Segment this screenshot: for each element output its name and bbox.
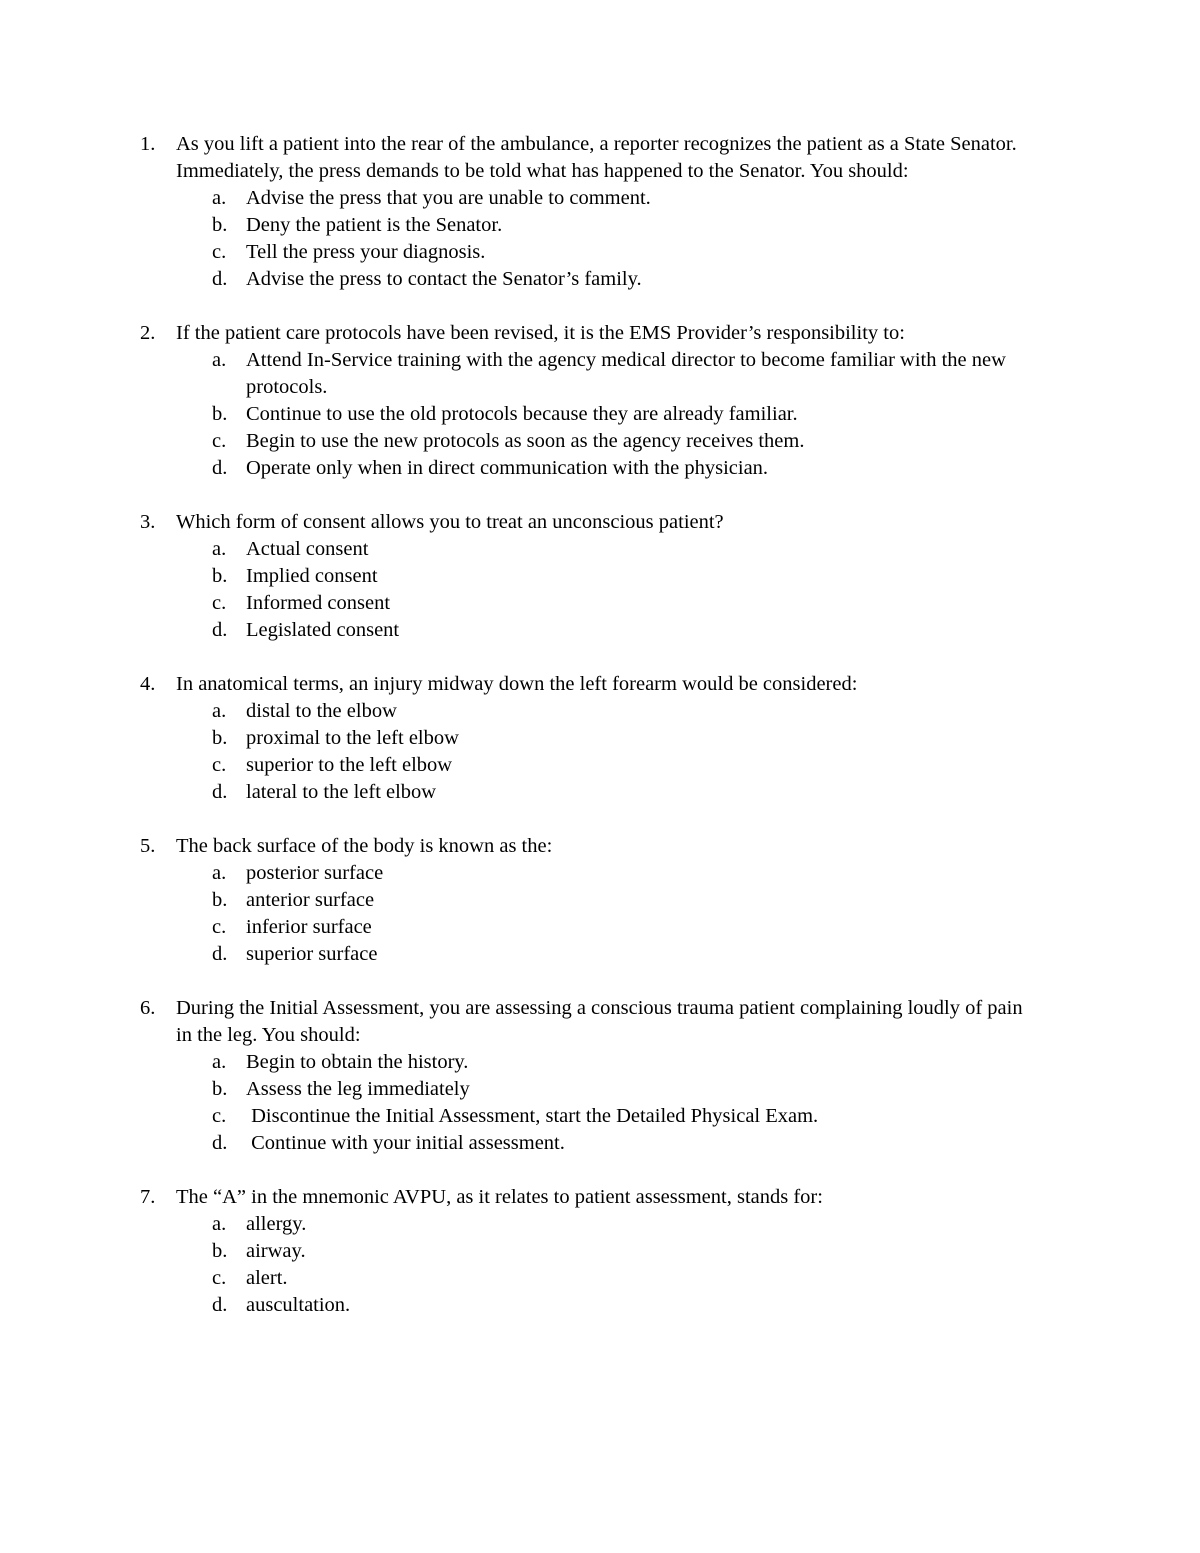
option-letter: c. xyxy=(212,241,227,263)
option-text: posterior surface xyxy=(246,862,384,884)
option-letter: a. xyxy=(212,862,227,884)
option-a xyxy=(0,347,1200,401)
option-d xyxy=(0,266,1200,293)
question-4 xyxy=(0,671,1200,806)
option-text: allergy. xyxy=(246,1213,307,1235)
question-1 xyxy=(0,131,1200,293)
question-text: During the Initial Assessment, you are assessing a conscious trauma patient complaining loudly of pain in the leg. You should: xyxy=(176,997,1023,1046)
question-5 xyxy=(0,833,1200,968)
option-text: superior to the left elbow xyxy=(246,754,453,776)
option-d xyxy=(0,1292,1200,1319)
option-letter: a. xyxy=(212,349,227,371)
option-text: superior surface xyxy=(246,943,378,965)
question-number: 2. xyxy=(140,322,156,344)
option-letter: d. xyxy=(212,457,228,479)
question-number: 3. xyxy=(140,511,156,533)
option-text: anterior surface xyxy=(246,889,375,911)
option-text: alert. xyxy=(246,1267,288,1289)
question-text: In anatomical terms, an injury midway down the left forearm would be considered: xyxy=(176,673,858,695)
option-text: Actual consent xyxy=(246,538,369,560)
option-letter: d. xyxy=(212,268,228,290)
option-letter: d. xyxy=(212,619,228,641)
question-6 xyxy=(0,995,1200,1157)
option-list xyxy=(0,1211,1200,1319)
option-text: Continue with your initial assessment. xyxy=(246,1132,565,1154)
option-list xyxy=(0,536,1200,644)
option-letter: a. xyxy=(212,538,227,560)
option-b xyxy=(0,212,1200,239)
question-3 xyxy=(0,509,1200,644)
option-text: Begin to use the new protocols as soon as the agency receives them. xyxy=(246,430,805,452)
option-c xyxy=(0,914,1200,941)
option-text: Implied consent xyxy=(246,565,378,587)
option-d xyxy=(0,1130,1200,1157)
option-letter: c. xyxy=(212,754,227,776)
option-a xyxy=(0,1211,1200,1238)
option-text: lateral to the left elbow xyxy=(246,781,437,803)
option-d xyxy=(0,941,1200,968)
option-c xyxy=(0,428,1200,455)
option-text: Advise the press that you are unable to comment. xyxy=(246,187,651,209)
question-text: The back surface of the body is known as the: xyxy=(176,835,553,857)
option-list xyxy=(0,698,1200,806)
option-text: distal to the elbow xyxy=(246,700,397,722)
option-d xyxy=(0,617,1200,644)
option-a xyxy=(0,860,1200,887)
option-a xyxy=(0,536,1200,563)
option-text: Continue to use the old protocols because they are already familiar. xyxy=(246,403,798,425)
option-letter: b. xyxy=(212,1078,228,1100)
option-text: airway. xyxy=(246,1240,306,1262)
option-c xyxy=(0,1265,1200,1292)
option-a xyxy=(0,698,1200,725)
option-text: Begin to obtain the history. xyxy=(246,1051,469,1073)
option-letter: a. xyxy=(212,700,227,722)
option-text: Tell the press your diagnosis. xyxy=(246,241,486,263)
option-text: Assess the leg immediately xyxy=(246,1078,470,1100)
option-text: auscultation. xyxy=(246,1294,351,1316)
option-letter: d. xyxy=(212,781,228,803)
option-letter: c. xyxy=(212,1267,227,1289)
option-text: Deny the patient is the Senator. xyxy=(246,214,503,236)
option-letter: b. xyxy=(212,565,228,587)
option-c xyxy=(0,1103,1200,1130)
option-a xyxy=(0,185,1200,212)
option-letter: b. xyxy=(212,727,228,749)
option-c xyxy=(0,752,1200,779)
option-letter: d. xyxy=(212,1132,228,1154)
question-7 xyxy=(0,1184,1200,1319)
question-list xyxy=(0,131,1200,1346)
option-list xyxy=(0,347,1200,482)
option-list xyxy=(0,1049,1200,1157)
option-letter: a. xyxy=(212,1051,227,1073)
option-d xyxy=(0,455,1200,482)
option-c xyxy=(0,590,1200,617)
question-2 xyxy=(0,320,1200,482)
option-b xyxy=(0,887,1200,914)
option-letter: b. xyxy=(212,889,228,911)
option-letter: b. xyxy=(212,1240,228,1262)
question-text: If the patient care protocols have been revised, it is the EMS Provider’s responsibility to: xyxy=(176,322,905,344)
option-letter: c. xyxy=(212,1105,227,1127)
question-text: As you lift a patient into the rear of the ambulance, a reporter recognizes the patient as a State Senator. Immediately, the press demands to be told what has happened to the Senator. You should: xyxy=(176,133,1017,182)
option-letter: d. xyxy=(212,943,228,965)
option-text: Informed consent xyxy=(246,592,391,614)
option-b xyxy=(0,563,1200,590)
option-letter: b. xyxy=(212,403,228,425)
option-letter: a. xyxy=(212,1213,227,1235)
option-text: Advise the press to contact the Senator’s family. xyxy=(246,268,642,290)
option-b xyxy=(0,401,1200,428)
question-number: 5. xyxy=(140,835,156,857)
option-letter: c. xyxy=(212,916,227,938)
option-list xyxy=(0,185,1200,293)
question-number: 4. xyxy=(140,673,156,695)
option-letter: b. xyxy=(212,214,228,236)
option-letter: d. xyxy=(212,1294,228,1316)
option-a xyxy=(0,1049,1200,1076)
option-list xyxy=(0,860,1200,968)
question-text: The “A” in the mnemonic AVPU, as it relates to patient assessment, stands for: xyxy=(176,1186,823,1208)
question-number: 1. xyxy=(140,133,156,155)
option-text: inferior surface xyxy=(246,916,372,938)
option-text: proximal to the left elbow xyxy=(246,727,459,749)
option-b xyxy=(0,725,1200,752)
option-b xyxy=(0,1238,1200,1265)
option-text: Operate only when in direct communication with the physician. xyxy=(246,457,769,479)
option-text: Attend In-Service training with the agency medical director to become familiar with the new protocols. xyxy=(246,349,1012,398)
option-c xyxy=(0,239,1200,266)
option-letter: c. xyxy=(212,430,227,452)
question-text: Which form of consent allows you to treat an unconscious patient? xyxy=(176,511,724,533)
option-letter: a. xyxy=(212,187,227,209)
question-number: 6. xyxy=(140,997,156,1019)
option-text: Legislated consent xyxy=(246,619,400,641)
option-d xyxy=(0,779,1200,806)
question-number: 7. xyxy=(140,1186,156,1208)
option-text: Discontinue the Initial Assessment, start the Detailed Physical Exam. xyxy=(246,1105,819,1127)
option-letter: c. xyxy=(212,592,227,614)
option-b xyxy=(0,1076,1200,1103)
